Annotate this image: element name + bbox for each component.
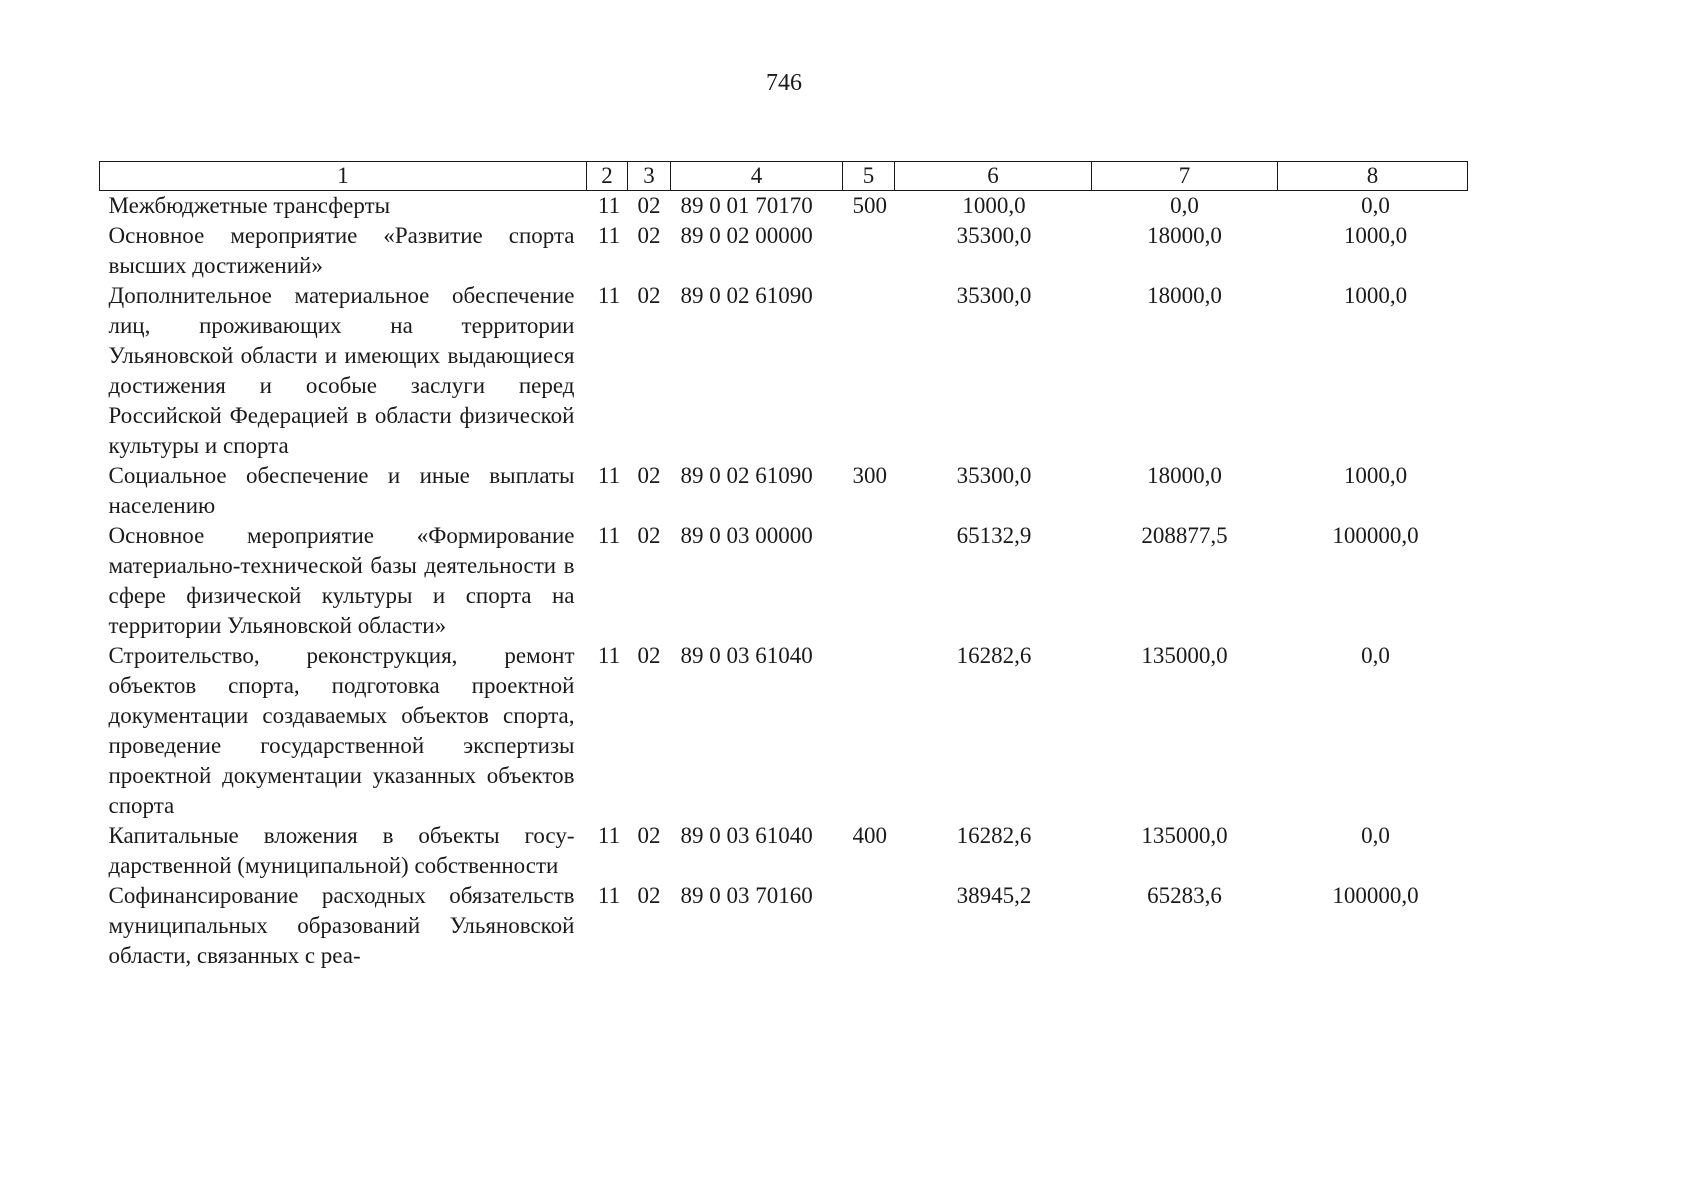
amount-column-8: 100000,0: [1332, 523, 1419, 548]
subsection-code: 02: [637, 193, 661, 218]
expense-type-code: [843, 641, 895, 821]
table-header: [100, 162, 1468, 191]
amount-column-8: 1000,0: [1343, 283, 1408, 308]
amount-column-8: 0,0: [1361, 643, 1390, 668]
target-article-code: 89 0 02 00000: [680, 223, 813, 248]
column-header-8: 8: [1278, 162, 1468, 191]
amount-column-8: 0,0: [1361, 193, 1390, 218]
expense-name: Основное мероприятие «Формирование материально-технической базы деятельности в сфере физической культуры и спорта на территории Ульяновской области»: [108, 523, 575, 638]
section-code: 11: [597, 283, 621, 308]
amount-column-6: 35300,0: [956, 283, 1032, 308]
amount-column-6: 16282,6: [956, 643, 1032, 668]
target-article-code: 89 0 02 61090: [680, 463, 813, 488]
section-code: 11: [597, 883, 621, 908]
target-article-code: 89 0 03 00000: [680, 523, 813, 548]
amount-column-8: 0,0: [1361, 823, 1390, 848]
column-header-2: 2: [587, 162, 628, 191]
amount-column-6: 1000,0: [962, 193, 1026, 218]
section-code: 11: [597, 223, 621, 248]
table-row: [100, 191, 1468, 222]
amount-column-7: 18000,0: [1147, 223, 1222, 248]
subsection-code: 02: [637, 823, 661, 848]
expense-type-code: 400: [852, 823, 887, 848]
section-code: 11: [597, 523, 621, 548]
target-article-code: 89 0 02 61090: [680, 283, 813, 308]
target-article-code: 89 0 03 61040: [680, 823, 813, 848]
amount-column-7: 0,0: [1170, 193, 1199, 218]
table-row: [100, 221, 1468, 281]
amount-column-7: 135000,0: [1141, 643, 1228, 668]
table-row: [100, 641, 1468, 821]
expense-type-code: [843, 221, 895, 281]
section-code: 11: [597, 463, 621, 488]
amount-column-6: 35300,0: [956, 223, 1032, 248]
amount-column-7: 18000,0: [1147, 463, 1222, 488]
amount-column-6: 65132,9: [956, 523, 1032, 548]
amount-column-6: 38945,2: [956, 883, 1032, 908]
subsection-code: 02: [637, 223, 661, 248]
column-header-1: 1: [100, 162, 587, 191]
table-row: [100, 881, 1468, 971]
table-row: [100, 821, 1468, 881]
expense-name: Строительство, реконструкция, ремонт объектов спорта, подготовка проектной документации создаваемых объектов спорта, проведение государственной экспертизы проектной документации указанных объектов спорта: [108, 643, 575, 818]
expense-type-code: [843, 881, 895, 971]
expense-type-code: [843, 281, 895, 461]
expense-name: Капитальные вложения в объекты государственной (муниципальной) собственности: [108, 823, 575, 878]
amount-column-6: 16282,6: [956, 823, 1032, 848]
expense-type-code: 300: [852, 463, 887, 488]
budget-table: [99, 161, 1468, 971]
subsection-code: 02: [637, 883, 661, 908]
expense-name: Социальное обеспечение и иные выплаты населению: [108, 463, 575, 518]
section-code: 11: [597, 193, 621, 218]
amount-column-8: 1000,0: [1343, 223, 1408, 248]
expense-name: Межбюджетные трансферты: [108, 193, 391, 218]
table-row: [100, 461, 1468, 521]
amount-column-7: 135000,0: [1141, 823, 1228, 848]
amount-column-7: 18000,0: [1147, 283, 1222, 308]
expense-name: Дополнительное материальное обеспечение лиц, проживающих на территории Ульяновской области и имеющих выдающиеся достижения и особые заслуги перед Российской Федерацией в области физической культуры и спорта: [108, 283, 575, 458]
target-article-code: 89 0 03 70160: [680, 883, 813, 908]
target-article-code: 89 0 01 70170: [680, 193, 813, 218]
table-body: [100, 191, 1468, 972]
subsection-code: 02: [637, 463, 661, 488]
amount-column-6: 35300,0: [956, 463, 1032, 488]
expense-name: Софинансирование расходных обязательств муниципальных образований Ульяновской области, связанных с реа-: [108, 883, 575, 968]
target-article-code: 89 0 03 61040: [680, 643, 813, 668]
amount-column-8: 100000,0: [1332, 883, 1419, 908]
amount-column-7: 65283,6: [1147, 883, 1222, 908]
column-header-7: 7: [1092, 162, 1278, 191]
column-header-3: 3: [628, 162, 671, 191]
amount-column-7: 208877,5: [1141, 523, 1228, 548]
expense-name: Основное мероприятие «Развитие спорта высших достижений»: [108, 223, 575, 278]
page-number: 746: [766, 70, 802, 96]
amount-column-8: 1000,0: [1343, 463, 1408, 488]
section-code: 11: [597, 823, 621, 848]
column-header-5: 5: [843, 162, 895, 191]
subsection-code: 02: [637, 643, 661, 668]
expense-type-code: [843, 521, 895, 641]
column-header-4: 4: [671, 162, 843, 191]
section-code: 11: [597, 643, 621, 668]
expense-type-code: 500: [852, 193, 887, 218]
table-row: [100, 521, 1468, 641]
subsection-code: 02: [637, 523, 661, 548]
table-row: [100, 281, 1468, 461]
subsection-code: 02: [637, 283, 661, 308]
column-header-6: 6: [895, 162, 1092, 191]
column-number-row: [100, 162, 1468, 191]
